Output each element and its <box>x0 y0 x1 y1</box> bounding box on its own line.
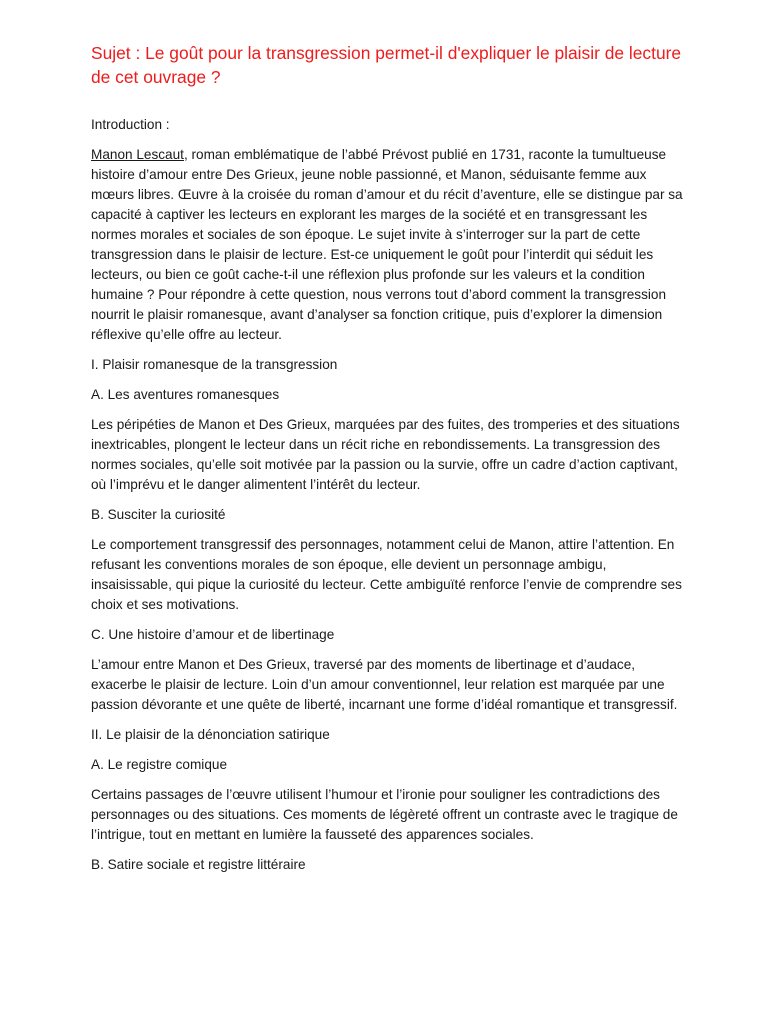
introduction-paragraph <box>91 145 691 345</box>
part-2-a-paragraph: Certains passages de l’œuvre utilisent l’humour et l’ironie pour souligner les contradictions des personnages ou des situations. Ces moments de légèreté offrent un contraste avec le tragique de l’intrigue, tout en mettant en lumière la fausseté des apparences sociales. <box>91 787 678 842</box>
part-1-c-heading: C. Une histoire d’amour et de libertinage <box>91 627 335 642</box>
part-1-b-heading: B. Susciter la curiosité <box>91 507 226 522</box>
part-2-b-heading: B. Satire sociale et registre littéraire <box>91 857 306 872</box>
part-2-heading: II. Le plaisir de la dénonciation satirique <box>91 727 330 742</box>
part-1-heading: I. Plaisir romanesque de la transgression <box>91 357 338 372</box>
introduction-heading: Introduction : <box>91 117 170 132</box>
document-content <box>91 41 691 885</box>
document-title: Sujet : Le goût pour la transgression permet-il d'expliquer le plaisir de lecture de cet ouvrage ? <box>91 43 682 87</box>
part-1-b-paragraph: Le comportement transgressif des personnages, notamment celui de Manon, attire l’attention. En refusant les conventions morales de son époque, elle devient un personnage ambigu, insaisissable, qui pique la curiosité du lecteur. Cette ambiguïté renforce l’envie de comprendre ses choix et ses motivations. <box>91 537 682 612</box>
part-1-a-paragraph: Les péripéties de Manon et Des Grieux, marquées par des fuites, des tromperies et des situations inextricables, plongent le lecteur dans un récit riche en rebondissements. La transgression des normes sociales, qu’elle soit motivée par la passion ou la survie, offre un cadre d’action captivant, où l’imprévu et le danger alimentent l’intérêt du lecteur. <box>91 417 680 492</box>
book-title: Manon Lescaut <box>91 147 184 162</box>
part-1-c-paragraph: L’amour entre Manon et Des Grieux, traversé par des moments de libertinage et d’audace, exacerbe le plaisir de lecture. Loin d’un amour conventionnel, leur relation est marquée par une passion dévorante et une quête de liberté, incarnant une forme d’idéal romantique et transgressif. <box>91 657 678 712</box>
part-1-a-heading: A. Les aventures romanesques <box>91 387 280 402</box>
part-2-a-heading: A. Le registre comique <box>91 757 228 772</box>
introduction-text: , roman emblématique de l’abbé Prévost publié en 1731, raconte la tumultueuse histoire d’amour entre Des Grieux, jeune noble passionné, et Manon, séduisante femme aux mœurs libres. Œuvre à la croisée du roman d’amour et du récit d’aventure, elle se distingue par sa capacité à captiver les lecteurs en explorant les marges de la société et en transgressant les normes morales et sociales de son époque. Le sujet invite à s’interroger sur la part de cette transgression dans le plaisir de lecture. Est-ce uniquement le goût pour l’interdit qui séduit les lecteurs, ou bien ce goût cache-t-il une réflexion plus profonde sur les valeurs et la condition humaine ? Pour répondre à cette question, nous verrons tout d’abord comment la transgression nourrit le plaisir romanesque, avant d’analyser sa fonction critique, puis d’explorer la dimension réflexive qu’elle offre au lecteur. <box>91 147 683 342</box>
